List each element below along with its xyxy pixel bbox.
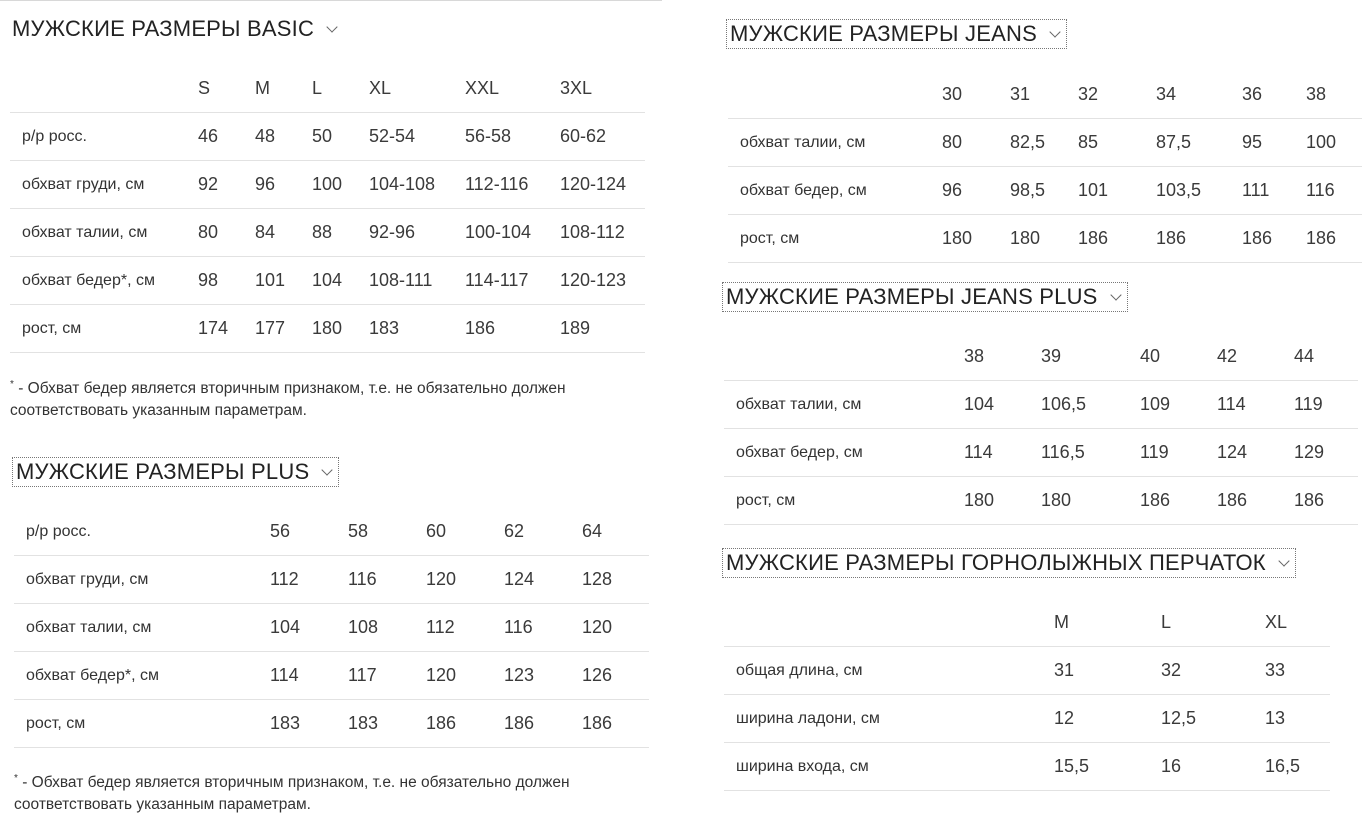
cell: 120 bbox=[582, 604, 649, 652]
section-basic bbox=[10, 16, 650, 42]
cell: 186 bbox=[1078, 215, 1156, 263]
cell: 101 bbox=[1078, 167, 1156, 215]
cell: 119 bbox=[1140, 429, 1217, 477]
cell: 108-112 bbox=[560, 209, 645, 257]
header-label: р/р росс. bbox=[26, 522, 91, 540]
cell: 180 bbox=[1041, 477, 1140, 525]
column-header: L bbox=[312, 78, 323, 98]
column-header: 58 bbox=[348, 521, 369, 541]
cell: 15,5 bbox=[1054, 743, 1161, 791]
gloves-title: МУЖСКИЕ РАЗМЕРЫ ГОРНОЛЫЖНЫХ ПЕРЧАТОК bbox=[726, 550, 1266, 575]
plus-header-row bbox=[14, 508, 649, 556]
cell: 88 bbox=[312, 209, 369, 257]
cell: 85 bbox=[1078, 119, 1156, 167]
cell: 120 bbox=[426, 652, 504, 700]
column-header: L bbox=[1161, 612, 1172, 632]
column-header: S bbox=[198, 78, 211, 98]
cell: 180 bbox=[942, 215, 1010, 263]
section-jeans-plus bbox=[724, 284, 1126, 310]
row-label: обхват груди, см bbox=[14, 556, 270, 604]
column-header: 44 bbox=[1294, 346, 1315, 366]
column-header: 39 bbox=[1041, 346, 1062, 366]
cell: 186 bbox=[582, 700, 649, 748]
row-label: обхват талии, см bbox=[728, 119, 942, 167]
cell: 52-54 bbox=[369, 113, 465, 161]
chevron-down-icon bbox=[322, 464, 333, 475]
table-row bbox=[724, 429, 1358, 477]
cell: 84 bbox=[255, 209, 312, 257]
column-header: XL bbox=[1265, 612, 1288, 632]
gloves-header-row bbox=[724, 599, 1330, 647]
cell: 114 bbox=[1217, 381, 1294, 429]
cell: 186 bbox=[1306, 215, 1362, 263]
row-label: рост, см bbox=[724, 477, 964, 525]
cell: 112 bbox=[426, 604, 504, 652]
cell: 120 bbox=[426, 556, 504, 604]
jeans-plus-header-row bbox=[724, 333, 1358, 381]
cell: 180 bbox=[1010, 215, 1078, 263]
cell: 13 bbox=[1265, 695, 1330, 743]
table-row bbox=[724, 477, 1358, 525]
column-header: 3XL bbox=[560, 78, 593, 98]
table-row bbox=[724, 743, 1330, 791]
row-label: обхват талии, см bbox=[10, 209, 198, 257]
cell: 119 bbox=[1294, 381, 1358, 429]
column-header: 40 bbox=[1140, 346, 1161, 366]
row-label: р/р росс. bbox=[10, 113, 198, 161]
cell: 95 bbox=[1242, 119, 1306, 167]
cell: 98,5 bbox=[1010, 167, 1078, 215]
cell: 117 bbox=[348, 652, 426, 700]
cell: 129 bbox=[1294, 429, 1358, 477]
gloves-size-table bbox=[724, 599, 1330, 791]
cell: 32 bbox=[1161, 647, 1265, 695]
cell: 128 bbox=[582, 556, 649, 604]
cell: 111 bbox=[1242, 167, 1306, 215]
row-label: обхват бедер*, см bbox=[14, 652, 270, 700]
cell: 106,5 bbox=[1041, 381, 1140, 429]
cell: 186 bbox=[465, 305, 560, 353]
cell: 186 bbox=[1217, 477, 1294, 525]
column-header: XXL bbox=[465, 78, 500, 98]
basic-toggle[interactable] bbox=[10, 16, 342, 42]
row-label: обхват груди, см bbox=[10, 161, 198, 209]
column-header: 38 bbox=[964, 346, 985, 366]
cell: 124 bbox=[1217, 429, 1294, 477]
column-header: 56 bbox=[270, 521, 291, 541]
cell: 50 bbox=[312, 113, 369, 161]
cell: 100 bbox=[312, 161, 369, 209]
row-label: рост, см bbox=[728, 215, 942, 263]
column-header: 38 bbox=[1306, 84, 1327, 104]
footnote-asterisk: * bbox=[10, 379, 14, 390]
cell: 186 bbox=[504, 700, 582, 748]
cell: 108-111 bbox=[369, 257, 465, 305]
cell: 100-104 bbox=[465, 209, 560, 257]
row-label: общая длина, см bbox=[724, 647, 1054, 695]
table-row bbox=[724, 695, 1330, 743]
column-header: M bbox=[255, 78, 270, 98]
cell: 104 bbox=[312, 257, 369, 305]
row-label: рост, см bbox=[14, 700, 270, 748]
basic-header-row bbox=[10, 65, 645, 113]
table-row bbox=[10, 305, 645, 353]
column-header: XL bbox=[369, 78, 392, 98]
row-label: обхват талии, см bbox=[724, 381, 964, 429]
jeans-plus-size-table bbox=[724, 333, 1358, 525]
cell: 114 bbox=[964, 429, 1041, 477]
cell: 16,5 bbox=[1265, 743, 1330, 791]
cell: 180 bbox=[312, 305, 369, 353]
cell: 80 bbox=[942, 119, 1010, 167]
cell: 104 bbox=[964, 381, 1041, 429]
cell: 177 bbox=[255, 305, 312, 353]
plus-toggle[interactable] bbox=[14, 459, 337, 485]
footnote-text: - Обхват бедер является вторичным признаком, т.е. не обязательно должен соответствовать указанным параметрам. bbox=[14, 774, 570, 813]
cell: 114-117 bbox=[465, 257, 560, 305]
cell: 183 bbox=[270, 700, 348, 748]
footnote-asterisk: * bbox=[14, 773, 18, 784]
cell: 123 bbox=[504, 652, 582, 700]
table-row bbox=[14, 556, 649, 604]
cell: 96 bbox=[942, 167, 1010, 215]
cell: 82,5 bbox=[1010, 119, 1078, 167]
column-header: 42 bbox=[1217, 346, 1238, 366]
cell: 186 bbox=[1242, 215, 1306, 263]
column-header: 62 bbox=[504, 521, 525, 541]
jeans-size-table bbox=[728, 71, 1362, 263]
cell: 60-62 bbox=[560, 113, 645, 161]
cell: 116,5 bbox=[1041, 429, 1140, 477]
column-header: 34 bbox=[1156, 84, 1177, 104]
table-row bbox=[14, 700, 649, 748]
table-row bbox=[14, 652, 649, 700]
table-row bbox=[10, 113, 645, 161]
row-label: ширина ладони, см bbox=[724, 695, 1054, 743]
header-empty bbox=[724, 599, 1054, 647]
cell: 186 bbox=[426, 700, 504, 748]
table-row bbox=[724, 647, 1330, 695]
section-plus bbox=[14, 459, 337, 485]
cell: 116 bbox=[504, 604, 582, 652]
cell: 92 bbox=[198, 161, 255, 209]
cell: 12,5 bbox=[1161, 695, 1265, 743]
table-row bbox=[728, 119, 1362, 167]
header-empty bbox=[724, 333, 964, 381]
gloves-toggle[interactable] bbox=[724, 550, 1294, 576]
cell: 186 bbox=[1294, 477, 1358, 525]
section-jeans bbox=[728, 21, 1065, 47]
cell: 120-124 bbox=[560, 161, 645, 209]
row-label: рост, см bbox=[10, 305, 198, 353]
cell: 116 bbox=[1306, 167, 1362, 215]
cell: 31 bbox=[1054, 647, 1161, 695]
cell: 124 bbox=[504, 556, 582, 604]
cell: 114 bbox=[270, 652, 348, 700]
cell: 174 bbox=[198, 305, 255, 353]
cell: 112-116 bbox=[465, 161, 560, 209]
plus-size-table bbox=[14, 508, 649, 748]
cell: 33 bbox=[1265, 647, 1330, 695]
cell: 56-58 bbox=[465, 113, 560, 161]
cell: 183 bbox=[348, 700, 426, 748]
cell: 12 bbox=[1054, 695, 1161, 743]
table-row bbox=[14, 604, 649, 652]
section-gloves bbox=[724, 550, 1294, 576]
column-header: 32 bbox=[1078, 84, 1099, 104]
cell: 112 bbox=[270, 556, 348, 604]
cell: 80 bbox=[198, 209, 255, 257]
cell: 98 bbox=[198, 257, 255, 305]
row-label: обхват бедер*, см bbox=[10, 257, 198, 305]
jeans-plus-toggle[interactable] bbox=[724, 284, 1126, 310]
cell: 183 bbox=[369, 305, 465, 353]
row-label: обхват бедер, см bbox=[724, 429, 964, 477]
cell: 186 bbox=[1156, 215, 1242, 263]
cell: 103,5 bbox=[1156, 167, 1242, 215]
cell: 87,5 bbox=[1156, 119, 1242, 167]
table-row bbox=[10, 161, 645, 209]
cell: 100 bbox=[1306, 119, 1362, 167]
column-header: 36 bbox=[1242, 84, 1263, 104]
table-row bbox=[10, 209, 645, 257]
basic-title: МУЖСКИЕ РАЗМЕРЫ BASIC bbox=[12, 16, 315, 41]
column-header: 64 bbox=[582, 521, 603, 541]
cell: 46 bbox=[198, 113, 255, 161]
cell: 92-96 bbox=[369, 209, 465, 257]
column-header: 60 bbox=[426, 521, 447, 541]
hip-footnote-plus bbox=[14, 768, 659, 816]
cell: 96 bbox=[255, 161, 312, 209]
cell: 104-108 bbox=[369, 161, 465, 209]
cell: 109 bbox=[1140, 381, 1217, 429]
row-label: обхват талии, см bbox=[14, 604, 270, 652]
footnote-text: - Обхват бедер является вторичным признаком, т.е. не обязательно должен соответствовать указанным параметрам. bbox=[10, 380, 566, 419]
plus-title: МУЖСКИЕ РАЗМЕРЫ PLUS bbox=[16, 459, 310, 484]
cell: 189 bbox=[560, 305, 645, 353]
jeans-title: МУЖСКИЕ РАЗМЕРЫ JEANS bbox=[730, 21, 1037, 46]
jeans-plus-title: МУЖСКИЕ РАЗМЕРЫ JEANS PLUS bbox=[726, 284, 1098, 309]
cell: 101 bbox=[255, 257, 312, 305]
table-row bbox=[724, 381, 1358, 429]
cell: 126 bbox=[582, 652, 649, 700]
table-row bbox=[728, 167, 1362, 215]
chevron-down-icon bbox=[1110, 289, 1121, 300]
table-row bbox=[10, 257, 645, 305]
top-divider bbox=[0, 0, 662, 1]
cell: 116 bbox=[348, 556, 426, 604]
chevron-down-icon bbox=[1049, 26, 1060, 37]
header-empty bbox=[728, 71, 942, 119]
cell: 186 bbox=[1140, 477, 1217, 525]
row-label: ширина входа, см bbox=[724, 743, 1054, 791]
cell: 104 bbox=[270, 604, 348, 652]
column-header: M bbox=[1054, 612, 1069, 632]
cell: 48 bbox=[255, 113, 312, 161]
row-label: обхват бедер, см bbox=[728, 167, 942, 215]
column-header: 30 bbox=[942, 84, 963, 104]
cell: 120-123 bbox=[560, 257, 645, 305]
jeans-toggle[interactable] bbox=[728, 21, 1065, 47]
column-header: 31 bbox=[1010, 84, 1031, 104]
chevron-down-icon bbox=[326, 21, 337, 32]
cell: 16 bbox=[1161, 743, 1265, 791]
header-empty bbox=[10, 65, 198, 113]
basic-size-table bbox=[10, 65, 645, 353]
jeans-header-row bbox=[728, 71, 1362, 119]
table-row bbox=[728, 215, 1362, 263]
chevron-down-icon bbox=[1278, 555, 1289, 566]
cell: 108 bbox=[348, 604, 426, 652]
cell: 180 bbox=[964, 477, 1041, 525]
hip-footnote bbox=[10, 374, 655, 422]
